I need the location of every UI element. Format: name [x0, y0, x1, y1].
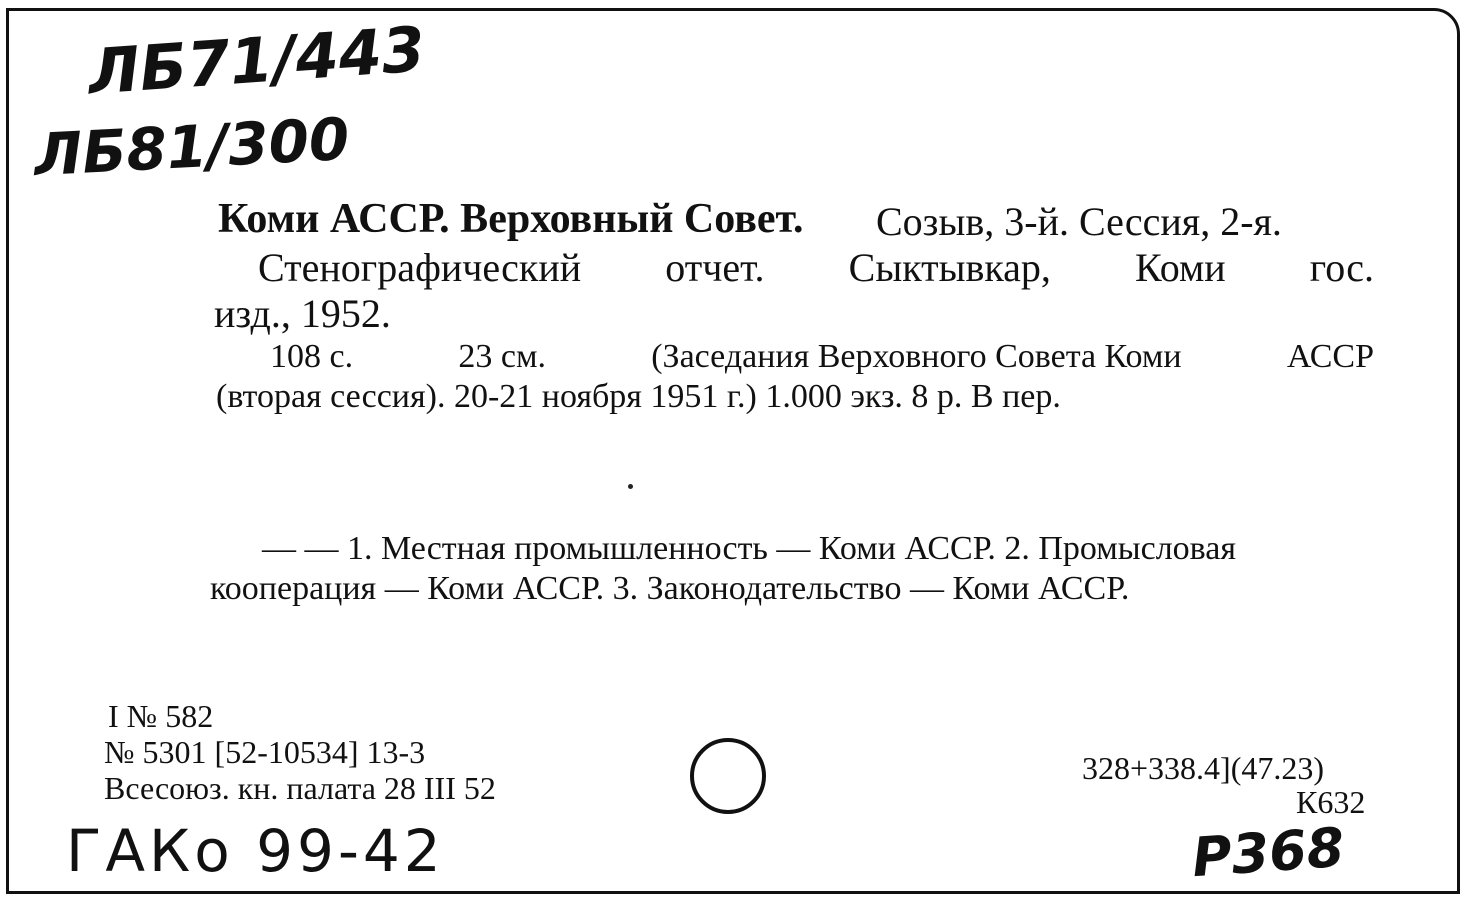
entry-subjects-line1: — — 1. Местная промышленность — Коми АССР. 2. Промысловая [262, 530, 1237, 567]
entry-desc-line2: (вторая сессия). 20-21 ноября 1951 г.) 1.000 экз. 8 р. В пер. [216, 378, 1061, 415]
entry-subjects-line2: кооперация — Коми АССР. 3. Законодательство — Коми АССР. [210, 570, 1130, 607]
footer-registration-number: № 5301 [52-10534] 13-3 [104, 734, 426, 770]
entry-line2-word3: Сыктывкар, [848, 245, 1051, 290]
handwritten-shelfmark-1: ЛБ71/443 [85, 12, 428, 109]
handwritten-code-right: Р368 [1189, 815, 1347, 890]
entry-line3: изд., 1952. [214, 291, 391, 336]
entry-line2-word5: гос. [1309, 245, 1374, 290]
entry-line2 [258, 245, 1374, 290]
footer-author-mark: К632 [1296, 784, 1366, 820]
footer-classification: 328+338.4](47.23) [1082, 750, 1325, 786]
punch-hole-circle [690, 738, 766, 814]
handwritten-archive-code: ГАКо 99-42 [66, 817, 445, 885]
entry-line2-word4: Коми [1135, 245, 1226, 290]
entry-line2-word1: Стенографический [258, 245, 582, 290]
desc-note: (Заседания Верховного Совета Коми [651, 338, 1182, 375]
desc-note-end: АССР [1286, 338, 1374, 375]
desc-size: 23 см. [458, 338, 546, 375]
entry-line2-word2: отчет. [665, 245, 765, 290]
entry-desc-line1 [270, 340, 1374, 374]
speck [628, 484, 633, 489]
entry-line1-rest: Созыв, 3-й. Сессия, 2-я. [876, 199, 1282, 244]
handwritten-shelfmark-2: ЛБ81/300 [32, 104, 351, 190]
desc-pages: 108 с. [270, 338, 354, 375]
footer-inventory-number: I № 582 [108, 698, 214, 734]
footer-book-chamber: Всесоюз. кн. палата 28 III 52 [104, 770, 496, 806]
entry-heading: Коми АССР. Верховный Совет. [218, 196, 804, 242]
